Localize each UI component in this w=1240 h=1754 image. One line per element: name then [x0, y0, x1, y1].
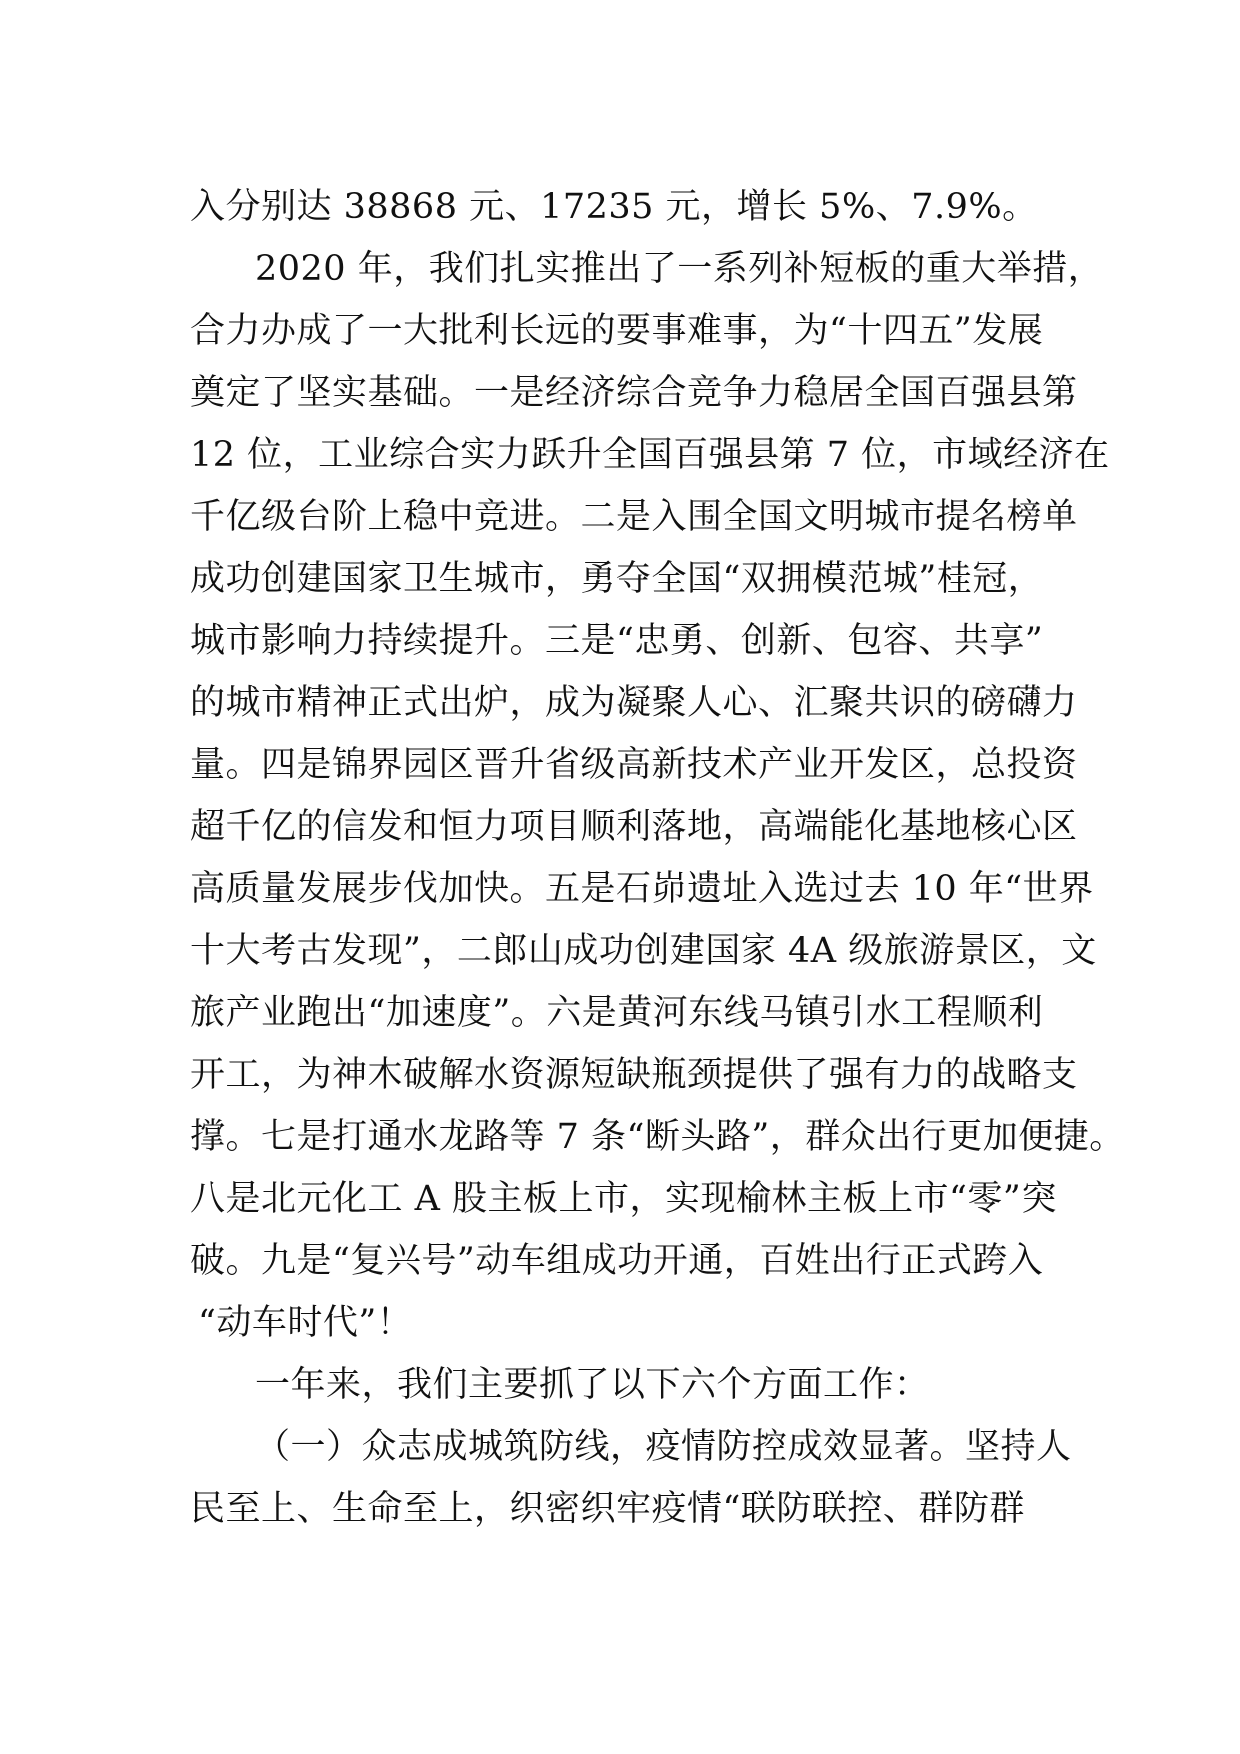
- text-line-13: 十大考古发现”，二郎山成功创建国家 4A 级旅游景区，文: [190, 931, 1097, 971]
- text-line-10: 量。四是锦界园区晋升省级高新技术产业开发区，总投资: [190, 745, 1078, 785]
- text-line-5: 12 位，工业综合实力跃升全国百强县第 7 位，市域经济在: [190, 435, 1110, 475]
- text-line-21: （一）众志成城筑防线，疫情防控成效显著。坚持人: [255, 1427, 1072, 1467]
- text-line-17: 八是北元化工 A 股主板上市，实现榆林主板上市“零”突: [190, 1179, 1057, 1219]
- text-line-19: “动车时代”！: [198, 1303, 413, 1343]
- text-line-2: 2020 年，我们扎实推出了一系列补短板的重大举措，: [255, 249, 1104, 289]
- text-line-4: 奠定了坚实基础。一是经济综合竞争力稳居全国百强县第: [190, 373, 1078, 413]
- text-line-11: 超千亿的信发和恒力项目顺利落地，高端能化基地核心区: [190, 807, 1078, 847]
- text-line-8: 城市影响力持续提升。三是“忠勇、创新、包容、共享”: [190, 621, 1044, 661]
- text-line-6: 千亿级台阶上稳中竞进。二是入围全国文明城市提名榜单: [190, 497, 1078, 537]
- text-line-7: 成功创建国家卫生城市，勇夺全国“双拥模范城”桂冠，: [190, 559, 1044, 599]
- text-line-12: 高质量发展步伐加快。五是石峁遗址入选过去 10 年“世界: [190, 869, 1094, 909]
- text-line-15: 开工，为神木破解水资源短缺瓶颈提供了强有力的战略支: [190, 1055, 1078, 1095]
- text-line-9: 的城市精神正式出炉，成为凝聚人心、汇聚共识的磅礴力: [190, 683, 1078, 723]
- text-line-18: 破。九是“复兴号”动车组成功开通，百姓出行正式跨入: [190, 1241, 1044, 1281]
- text-line-14: 旅产业跑出“加速度”。六是黄河东线马镇引水工程顺利: [190, 993, 1044, 1033]
- text-line-22: 民至上、生命至上，织密织牢疫情“联防联控、群防群: [190, 1489, 1025, 1529]
- text-line-20: 一年来，我们主要抓了以下六个方面工作：: [255, 1365, 930, 1405]
- text-line-16: 撑。七是打通水龙路等 7 条“断头路”，群众出行更加便捷。: [190, 1117, 1125, 1157]
- text-line-1: 入分别达 38868 元、17235 元，增长 5%、7.9%。: [190, 187, 1038, 227]
- text-line-3: 合力办成了一大批利长远的要事难事，为“十四五”发展: [190, 311, 1044, 351]
